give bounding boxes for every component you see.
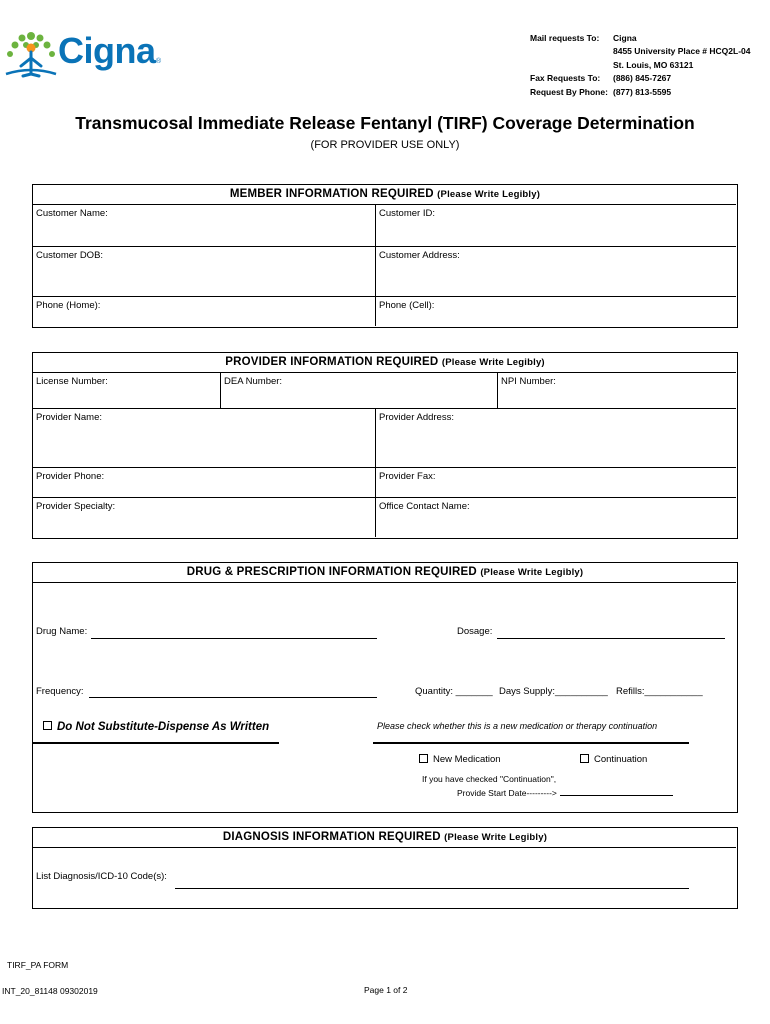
mail-key bbox=[530, 45, 613, 58]
frequency-label: Frequency: bbox=[36, 686, 84, 697]
check-note-underline bbox=[373, 742, 689, 744]
days-supply-field[interactable]: Days Supply:__________ bbox=[499, 686, 608, 697]
provider-phone-field[interactable] bbox=[33, 467, 376, 497]
license-number-label: License Number: bbox=[36, 376, 108, 387]
form-name: TIRF_PA FORM bbox=[7, 960, 69, 970]
npi-number-label: NPI Number: bbox=[501, 376, 556, 387]
form-code: INT_20_81148 09302019 bbox=[2, 986, 98, 996]
provider-specialty-label: Provider Specialty: bbox=[36, 501, 116, 512]
customer-address-label: Customer Address: bbox=[379, 250, 460, 261]
phone-cell-field[interactable] bbox=[376, 296, 736, 326]
dns-checkbox[interactable] bbox=[43, 721, 52, 730]
diagnosis-heading-divider bbox=[33, 847, 736, 848]
customer-dob-field[interactable] bbox=[33, 246, 376, 296]
diagnosis-section-heading: DIAGNOSIS INFORMATION REQUIRED (Please Write Legibly) bbox=[222, 831, 548, 843]
provider-address-label: Provider Address: bbox=[379, 412, 454, 423]
customer-address-field[interactable] bbox=[376, 246, 736, 296]
dosage-line[interactable] bbox=[497, 638, 725, 639]
customer-dob-label: Customer DOB: bbox=[36, 250, 104, 261]
dns-underline bbox=[33, 742, 279, 744]
diagnosis-section bbox=[32, 827, 738, 909]
frequency-line[interactable] bbox=[89, 697, 377, 698]
continuation-note: If you have checked "Continuation", bbox=[422, 774, 557, 784]
check-note: Please check whether this is a new medication or therapy continuation bbox=[377, 721, 658, 731]
new-medication-checkbox[interactable] bbox=[419, 754, 428, 763]
start-date-label: Provide Start Date---------> bbox=[457, 788, 557, 798]
dns-option[interactable]: Do Not Substitute-Dispense As Written bbox=[43, 721, 269, 733]
cigna-logo-text: Cigna bbox=[58, 30, 156, 71]
diagnosis-line[interactable] bbox=[175, 888, 689, 889]
start-date-line[interactable] bbox=[560, 795, 673, 796]
drug-section bbox=[32, 562, 738, 813]
member-section-heading: MEMBER INFORMATION REQUIRED (Please Write Legibly) bbox=[229, 188, 541, 200]
customer-name-field[interactable] bbox=[33, 204, 376, 246]
customer-id-label: Customer ID: bbox=[379, 208, 435, 219]
drug-name-label: Drug Name: bbox=[36, 626, 88, 637]
cigna-tree-logo-icon bbox=[2, 28, 60, 80]
mail-value: Cigna bbox=[613, 33, 637, 43]
provider-section-heading: PROVIDER INFORMATION REQUIRED (Please Write Legibly) bbox=[225, 356, 545, 368]
npi-number-field[interactable] bbox=[498, 372, 736, 408]
dea-number-label: DEA Number: bbox=[224, 376, 283, 387]
office-contact-label: Office Contact Name: bbox=[379, 501, 470, 512]
mail-value: (886) 845-7267 bbox=[613, 73, 672, 84]
diagnosis-label: List Diagnosis/ICD-10 Code(s): bbox=[36, 871, 167, 882]
provider-address-field[interactable] bbox=[376, 408, 736, 467]
refills-field[interactable]: Refills:___________ bbox=[616, 686, 703, 697]
mail-value: 8455 University Place # HCQ2L-04 bbox=[613, 46, 751, 57]
mail-value: St. Louis, MO 63121 bbox=[613, 59, 694, 70]
customer-id-field[interactable] bbox=[376, 204, 736, 246]
dea-number-field[interactable] bbox=[221, 372, 498, 408]
new-medication-option[interactable]: New Medication bbox=[419, 754, 501, 765]
quantity-field[interactable]: Quantity: _______ bbox=[415, 686, 493, 697]
phone-home-field[interactable] bbox=[33, 296, 376, 326]
phone-home-label: Phone (Home): bbox=[36, 300, 101, 311]
drug-section-heading: DRUG & PRESCRIPTION INFORMATION REQUIRED (Please Write Legibly) bbox=[186, 566, 584, 578]
form-title: Transmucosal Immediate Release Fentanyl (TIRF) Coverage Determination bbox=[75, 113, 695, 133]
provider-name-label: Provider Name: bbox=[36, 412, 102, 423]
member-section bbox=[32, 184, 738, 328]
customer-name-label: Customer Name: bbox=[36, 208, 108, 219]
dosage-label: Dosage: bbox=[457, 626, 493, 637]
mail-key bbox=[530, 59, 613, 72]
continuation-checkbox[interactable] bbox=[580, 754, 589, 763]
registered-mark: ® bbox=[156, 58, 162, 65]
phone-cell-label: Phone (Cell): bbox=[379, 300, 435, 311]
drug-heading-divider bbox=[33, 582, 736, 583]
drug-name-line[interactable] bbox=[91, 638, 377, 639]
provider-specialty-field[interactable] bbox=[33, 497, 376, 537]
mail-value: (877) 813-5595 bbox=[613, 86, 672, 97]
provider-phone-label: Provider Phone: bbox=[36, 471, 105, 482]
form-subtitle: (FOR PROVIDER USE ONLY) bbox=[310, 139, 460, 151]
provider-section bbox=[32, 352, 738, 539]
page-number: Page 1 of 2 bbox=[364, 985, 408, 995]
provider-name-field[interactable] bbox=[33, 408, 376, 467]
office-contact-field[interactable] bbox=[376, 497, 736, 537]
provider-fax-field[interactable] bbox=[376, 467, 736, 497]
mail-key: Mail requests To: bbox=[530, 33, 600, 43]
mail-key: Fax Requests To: bbox=[530, 73, 601, 84]
license-number-field[interactable] bbox=[33, 372, 221, 408]
continuation-option[interactable]: Continuation bbox=[580, 754, 647, 765]
provider-fax-label: Provider Fax: bbox=[379, 471, 436, 482]
mail-requests-block bbox=[530, 32, 751, 99]
mail-key: Request By Phone: bbox=[530, 86, 608, 97]
